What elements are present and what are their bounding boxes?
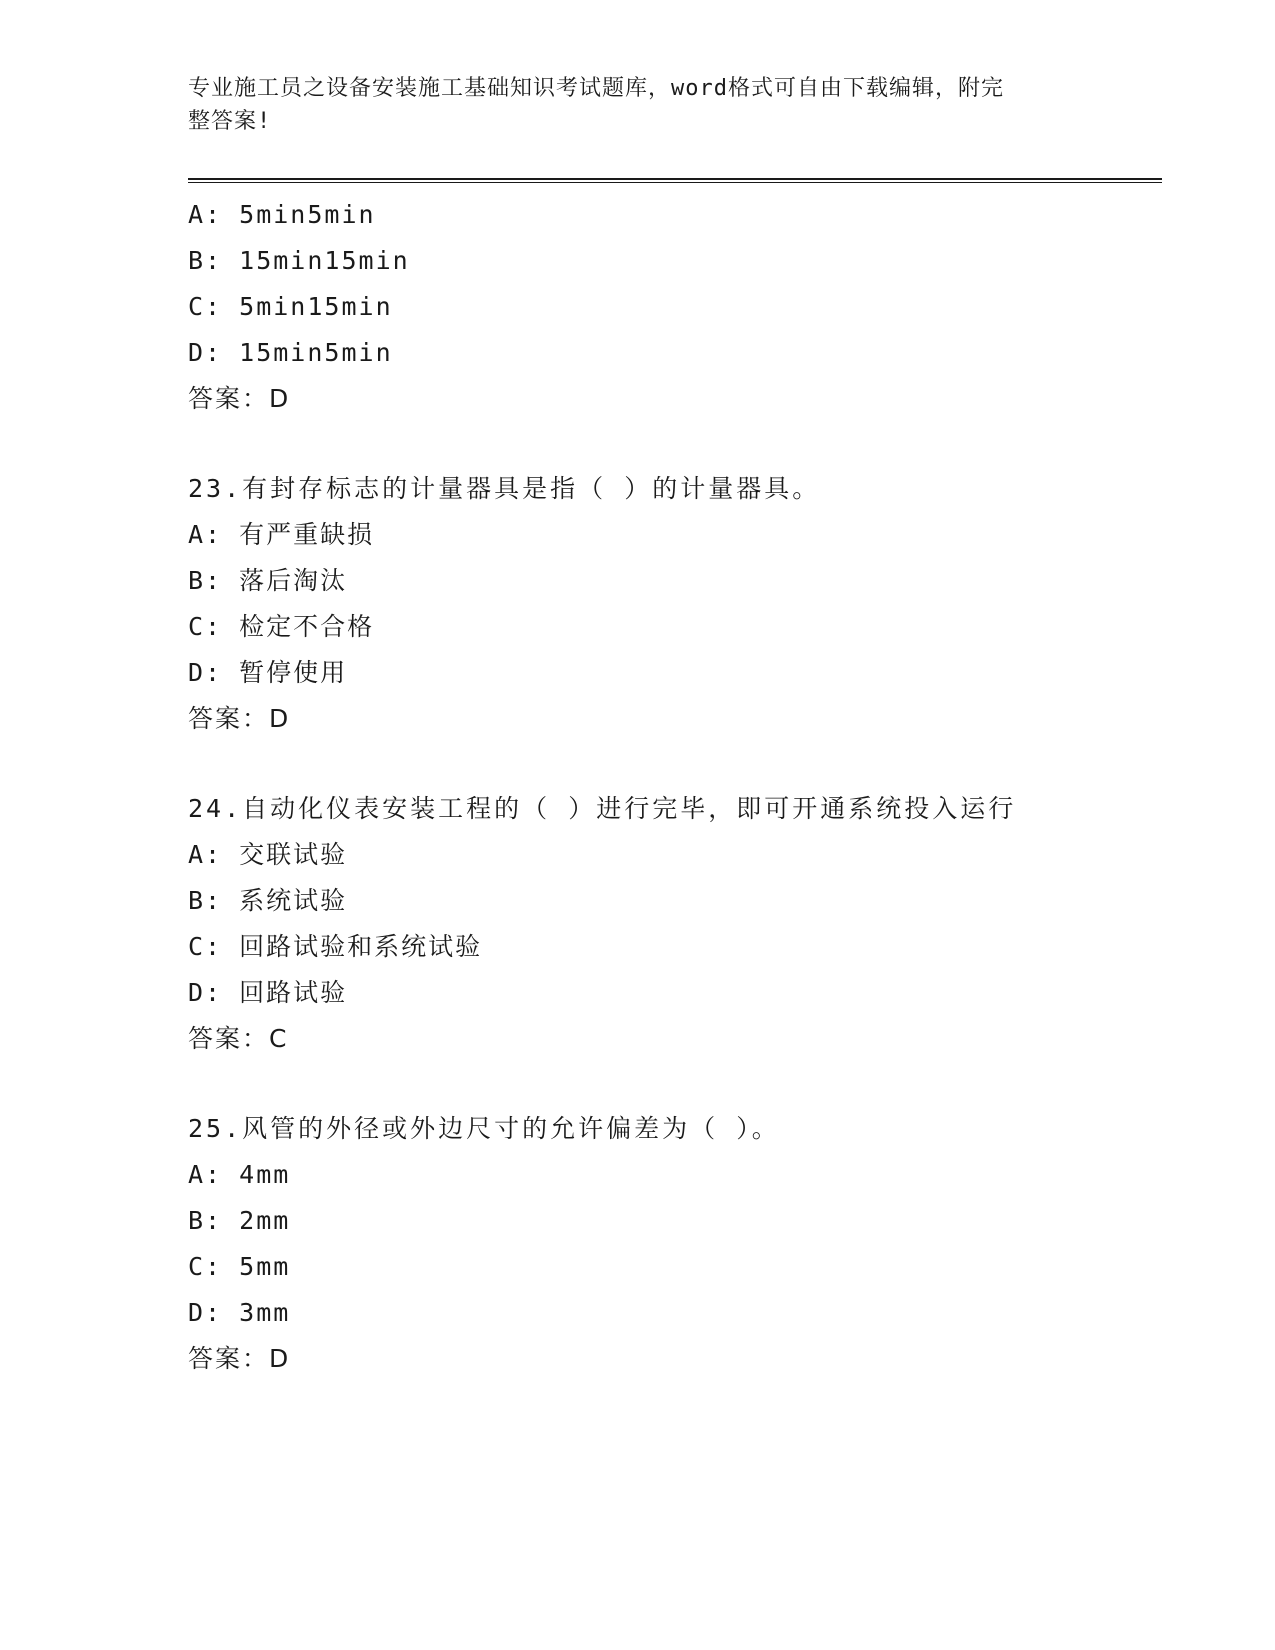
question-block-25	[188, 1106, 1168, 1382]
answer-line: 答案：C	[188, 1024, 289, 1053]
option-a: A: 5min5min	[188, 200, 376, 229]
option-b: B: 2mm	[188, 1206, 291, 1235]
option-c: C: 5mm	[188, 1252, 291, 1281]
block-spacer	[188, 742, 1168, 786]
question-text: 24.自动化仪表安装工程的（ ）进行完毕，即可开通系统投入运行	[188, 794, 1017, 823]
question-text: 25.风管的外径或外边尺寸的允许偏差为（ ）。	[188, 1114, 780, 1143]
option-b: B: 15min15min	[188, 246, 410, 275]
header-divider	[188, 178, 1162, 183]
option-b: B: 系统试验	[188, 886, 348, 915]
block-spacer	[188, 422, 1168, 466]
question-block-22	[188, 192, 1168, 422]
option-c: C: 回路试验和系统试验	[188, 932, 483, 961]
header-title-line-2: 整答案!	[188, 109, 272, 134]
option-c: C: 5min15min	[188, 292, 393, 321]
question-block-24	[188, 786, 1168, 1062]
header-title-line-1: 专业施工员之设备安装施工基础知识考试题库，word格式可自由下载编辑，附完	[188, 76, 1004, 101]
document-header	[188, 72, 1078, 138]
question-block-23	[188, 466, 1168, 742]
option-b: B: 落后淘汰	[188, 566, 348, 595]
option-a: A: 有严重缺损	[188, 520, 375, 549]
answer-line: 答案：D	[188, 1344, 291, 1373]
option-d: D: 暂停使用	[188, 658, 348, 687]
question-list	[188, 192, 1168, 1382]
block-spacer	[188, 1062, 1168, 1106]
option-d: D: 回路试验	[188, 978, 348, 1007]
option-c: C: 检定不合格	[188, 612, 375, 641]
option-a: A: 4mm	[188, 1160, 291, 1189]
question-text: 23.有封存标志的计量器具是指（ ）的计量器具。	[188, 474, 821, 503]
option-d: D: 15min5min	[188, 338, 393, 367]
answer-line: 答案：D	[188, 704, 291, 733]
option-a: A: 交联试验	[188, 840, 348, 869]
option-d: D: 3mm	[188, 1298, 291, 1327]
answer-line: 答案：D	[188, 384, 291, 413]
